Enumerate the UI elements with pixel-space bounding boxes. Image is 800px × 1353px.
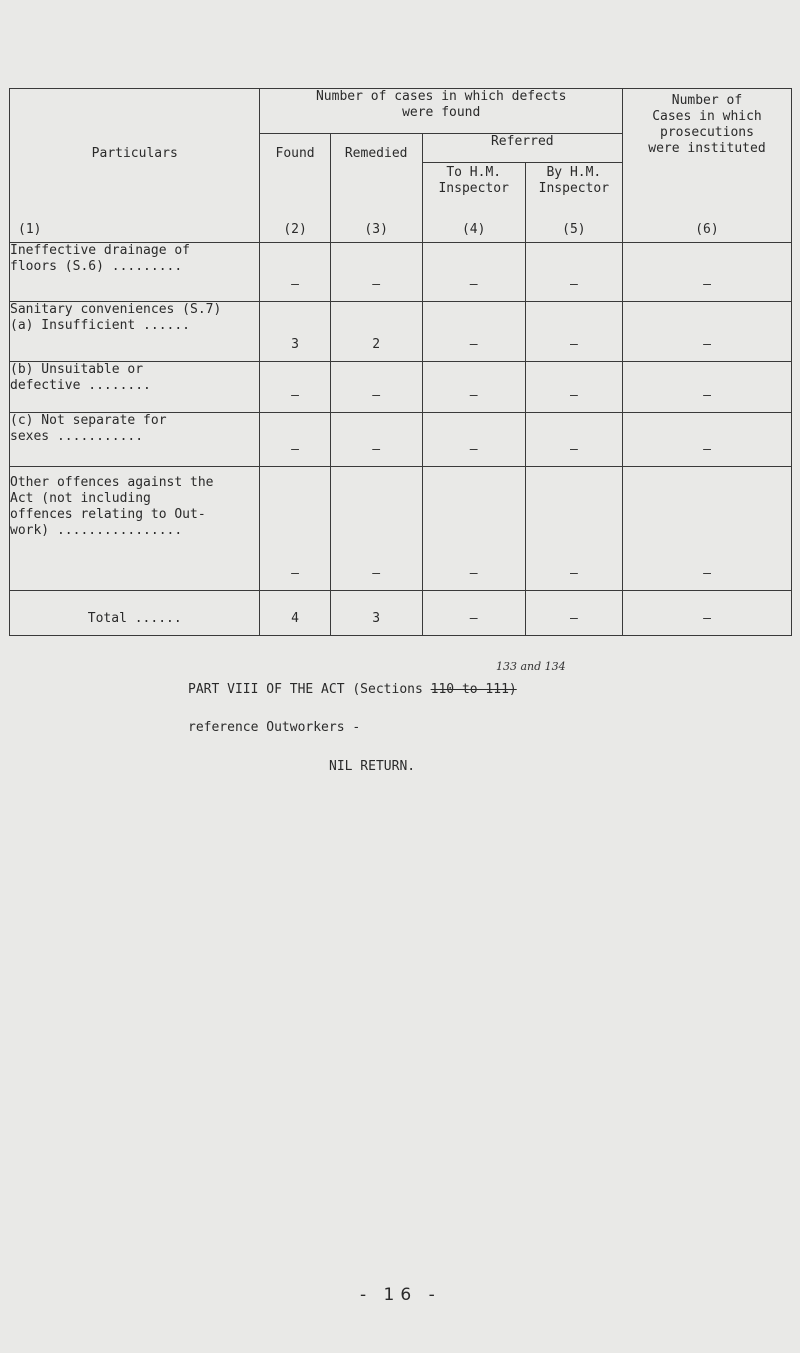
prosecutions-col-number: (6) bbox=[695, 222, 719, 237]
remedied-cell: – bbox=[330, 362, 422, 413]
table-row bbox=[10, 467, 792, 591]
by-hm-header bbox=[525, 163, 622, 243]
total-found-cell: 4 bbox=[260, 591, 330, 636]
to-hm-cell: – bbox=[422, 302, 525, 362]
prosecutions-header bbox=[622, 89, 791, 243]
found-cell: – bbox=[260, 362, 330, 413]
prosecutions-cell: – bbox=[622, 467, 791, 591]
found-col-number: (2) bbox=[283, 222, 307, 237]
found-header bbox=[260, 134, 330, 243]
row-label: Ineffective drainage of floors (S.6) ......... bbox=[10, 243, 260, 302]
to-hm-header bbox=[422, 163, 525, 243]
prosecutions-cell: – bbox=[622, 302, 791, 362]
table-row bbox=[10, 413, 792, 467]
row-label: Other offences against the Act (not including offences relating to Out- work) ................ bbox=[10, 467, 260, 591]
nil-return: NIL RETURN. bbox=[329, 759, 416, 774]
cases-found-header: Number of cases in which defects were found bbox=[260, 89, 623, 134]
by-hm-col-number: (5) bbox=[562, 222, 586, 237]
to-hm-cell: – bbox=[422, 243, 525, 302]
table-header-row-1 bbox=[10, 89, 792, 134]
to-hm-cell: – bbox=[422, 467, 525, 591]
by-hm-cell: – bbox=[525, 243, 622, 302]
remedied-header bbox=[330, 134, 422, 243]
particulars-col-number: (1) bbox=[18, 222, 42, 237]
row-label: (b) Unsuitable or defective ........ bbox=[10, 362, 260, 413]
total-by-hm-cell: – bbox=[525, 591, 622, 636]
prosecutions-cell: – bbox=[622, 413, 791, 467]
by-hm-cell: – bbox=[525, 302, 622, 362]
part8-heading bbox=[188, 681, 800, 699]
to-hm-cell: – bbox=[422, 362, 525, 413]
total-prosecutions-cell: – bbox=[622, 591, 791, 636]
total-row bbox=[10, 591, 792, 636]
total-remedied-cell: 3 bbox=[330, 591, 422, 636]
remedied-cell: – bbox=[330, 467, 422, 591]
row-label: Sanitary conveniences (S.7) (a) Insufficient ...... bbox=[10, 302, 260, 362]
prosecutions-label: Number of Cases in which prosecutions were instituted bbox=[648, 93, 766, 156]
prosecutions-cell: – bbox=[622, 243, 791, 302]
total-to-hm-cell: – bbox=[422, 591, 525, 636]
by-hm-cell: – bbox=[525, 362, 622, 413]
table-row bbox=[10, 243, 792, 302]
remedied-cell: – bbox=[330, 243, 422, 302]
handwritten-correction: 133 and 134 bbox=[496, 660, 566, 673]
by-hm-label: By H.M. Inspector bbox=[538, 165, 610, 197]
remedied-cell: 2 bbox=[330, 302, 422, 362]
found-cell: – bbox=[260, 243, 330, 302]
particulars-label: Particulars bbox=[91, 146, 178, 161]
table-row bbox=[10, 362, 792, 413]
table-row bbox=[10, 302, 792, 362]
to-hm-col-number: (4) bbox=[461, 222, 486, 237]
page-number: - 16 - bbox=[360, 1285, 441, 1305]
remedied-label: Remedied bbox=[344, 146, 408, 161]
remedied-col-number: (3) bbox=[364, 222, 388, 237]
particulars-header bbox=[10, 89, 260, 243]
found-cell: – bbox=[260, 467, 330, 591]
found-label: Found bbox=[275, 146, 315, 161]
by-hm-cell: – bbox=[525, 467, 622, 591]
by-hm-cell: – bbox=[525, 413, 622, 467]
referred-header: Referred bbox=[422, 134, 622, 163]
to-hm-label: To H.M. Inspector bbox=[438, 165, 509, 197]
part8-heading-text: PART VIII OF THE ACT (Sections bbox=[188, 682, 431, 697]
defects-table bbox=[9, 88, 792, 636]
remedied-cell: – bbox=[330, 413, 422, 467]
to-hm-cell: – bbox=[422, 413, 525, 467]
struck-section-numbers: 110 to 111) bbox=[430, 682, 517, 697]
row-label: (c) Not separate for sexes ........... bbox=[10, 413, 260, 467]
reference-line: reference Outworkers - bbox=[188, 720, 361, 735]
total-label: Total ...... bbox=[10, 591, 260, 636]
found-cell: – bbox=[260, 413, 330, 467]
prosecutions-cell: – bbox=[622, 362, 791, 413]
found-cell: 3 bbox=[260, 302, 330, 362]
